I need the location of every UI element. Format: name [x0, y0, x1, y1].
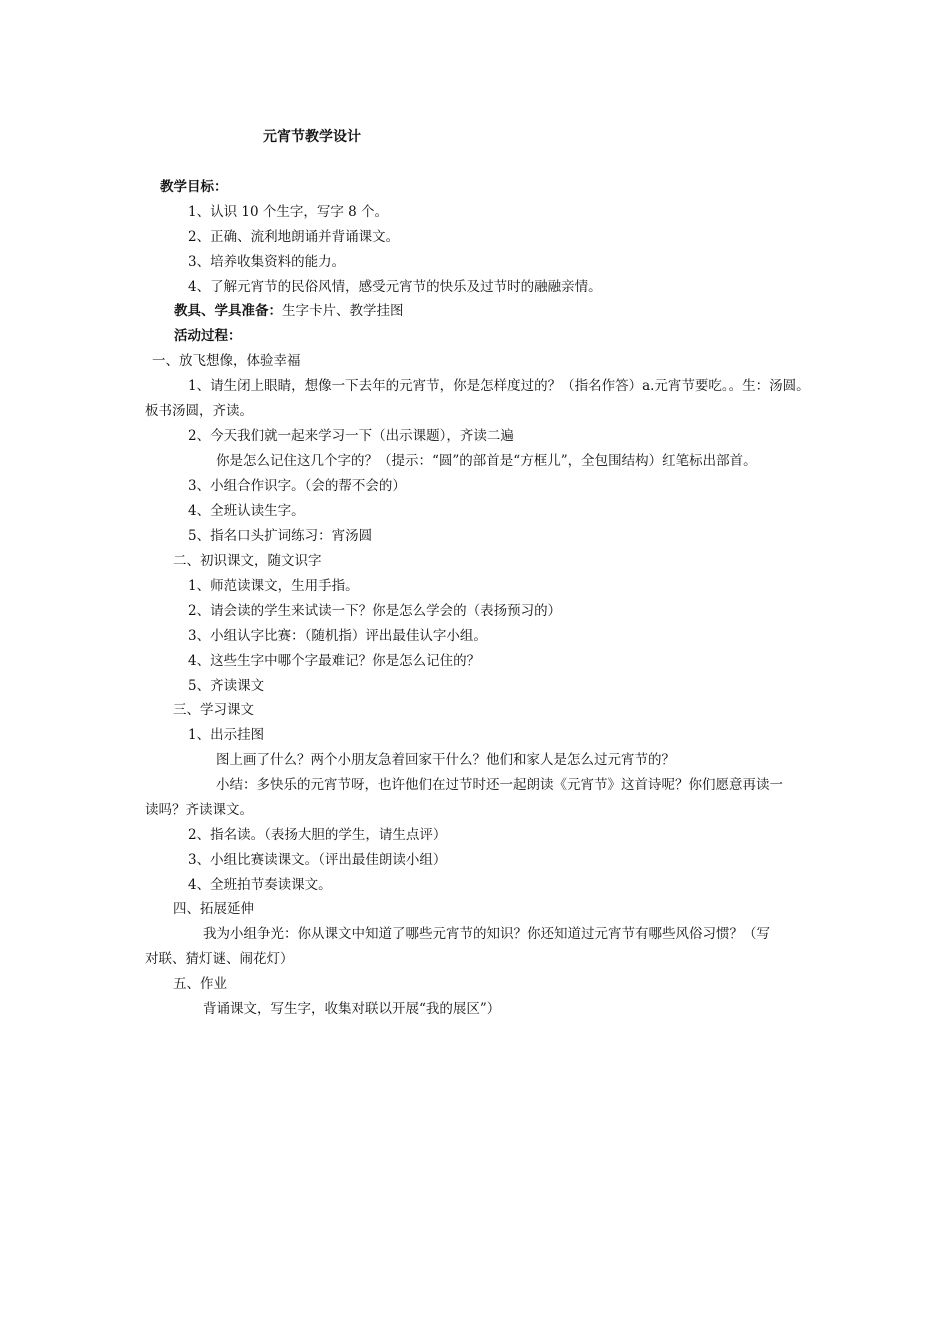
section-heading: 二、初识课文，随文识字: [173, 553, 322, 569]
list-item: 4、这些生字中哪个字最难记？你是怎么记住的？: [188, 653, 481, 669]
paragraph-line: 图上画了什么？两个小朋友急着回家干什么？他们和家人是怎么过元宵节的？: [216, 752, 675, 768]
paragraph-line: 我为小组争光：你从课文中知道了哪些元宵节的知识？你还知道过元宵节有哪些风俗习惯？（写: [203, 926, 770, 942]
section-heading: 五、作业: [173, 976, 227, 992]
paragraph-line: 5、指名口头扩词练习：宵汤圆: [188, 528, 373, 544]
goals-heading: 教学目标：: [160, 179, 228, 195]
process-heading: 活动过程：: [174, 328, 242, 344]
paragraph-line: 读吗？齐读课文。: [145, 802, 253, 818]
paragraph-line: 2、今天我们就一起来学习一下（出示课题），齐读二遍: [188, 428, 514, 444]
paragraph-line: 4、全班认读生字。: [188, 503, 305, 519]
paragraph-line: 1、出示挂图: [188, 727, 265, 743]
goal-item: 3、培养收集资料的能力。: [188, 254, 346, 270]
tools-label: 教具、学具准备：: [174, 303, 282, 319]
list-item: 3、小组认字比赛：（随机指）评出最佳认字小组。: [188, 628, 487, 644]
paragraph-line: 2、指名读。（表扬大胆的学生，请生点评）: [188, 827, 447, 843]
goal-item: 4、了解元宵节的民俗风情，感受元宵节的快乐及过节时的融融亲情。: [188, 279, 602, 295]
paragraph-line: 3、小组比赛读课文。（评出最佳朗读小组）: [188, 852, 447, 868]
paragraph-line: 小结：多快乐的元宵节呀，也许他们在过节时还一起朗读《元宵节》这首诗呢？你们愿意再读一: [216, 777, 783, 793]
list-item: 5、齐读课文: [188, 678, 265, 694]
goal-item: 2、正确、流利地朗诵并背诵课文。: [188, 229, 400, 245]
goal-item: 1、认识 10 个生字，写字 8 个。: [188, 204, 389, 220]
document-title: 元宵节教学设计: [263, 129, 361, 145]
paragraph-line: 4、全班拍节奏读课文。: [188, 877, 332, 893]
list-item: 1、师范读课文，生用手指。: [188, 578, 359, 594]
paragraph-line: 板书汤圆，齐读。: [145, 403, 253, 419]
section-heading: 三、学习课文: [173, 702, 254, 718]
paragraph-line: 3、小组合作识字。（会的帮不会的）: [188, 478, 406, 494]
paragraph-line: 对联、猜灯谜、闹花灯）: [145, 951, 294, 967]
section-heading: 一、放飞想像，体验幸福: [152, 353, 301, 369]
paragraph-line: 1、请生闭上眼睛，想像一下去年的元宵节，你是怎样度过的？（指名作答）a.元宵节要吃。。生：汤圆。: [188, 378, 810, 394]
tools-value: 生字卡片、教学挂图: [282, 303, 404, 319]
paragraph-line: 背诵课文，写生字，收集对联以开展“我的展区”）: [203, 1001, 501, 1017]
tools-line: [174, 302, 404, 320]
paragraph-line: 你是怎么记住这几个字的？（提示：“圆”的部首是“方框儿”，全包围结构）红笔标出部首。: [216, 453, 757, 469]
list-item: 2、请会读的学生来试读一下？你是怎么学会的（表扬预习的）: [188, 603, 562, 619]
section-heading: 四、拓展延伸: [173, 901, 254, 917]
